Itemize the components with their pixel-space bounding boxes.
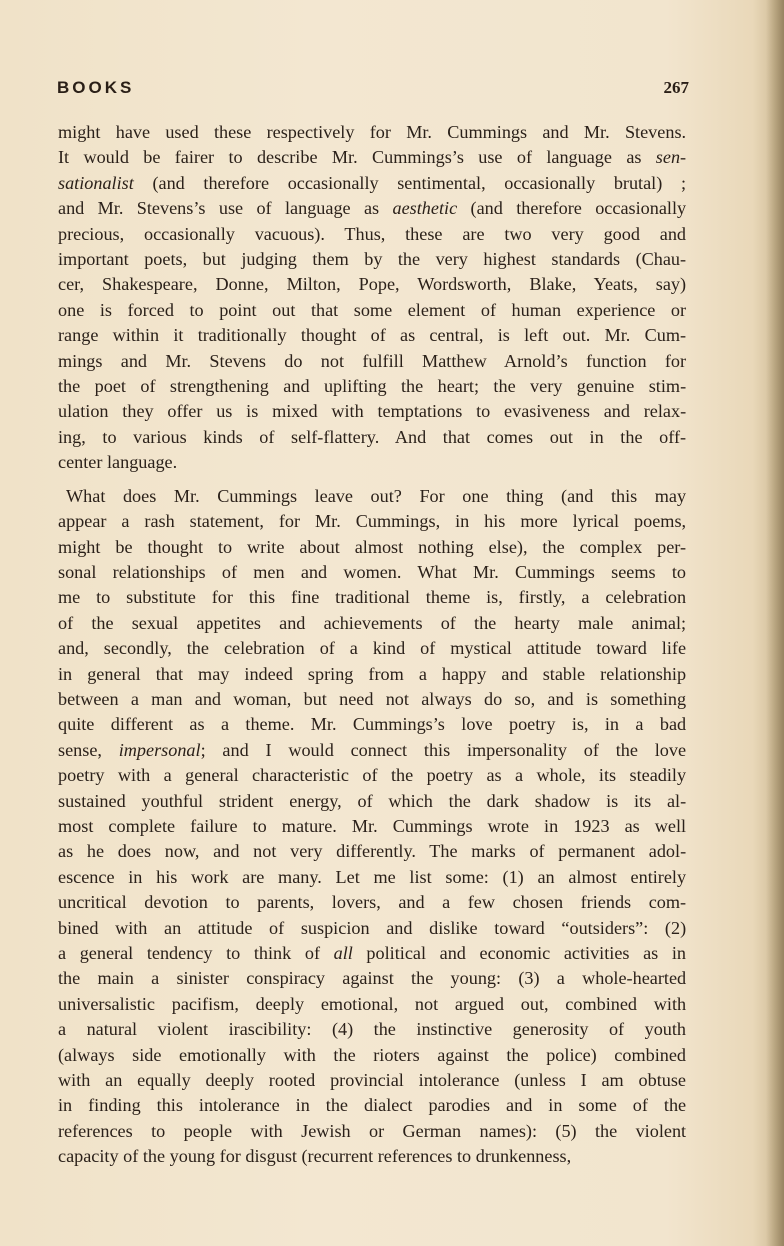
body-text bbox=[58, 120, 686, 1170]
text-line: ulation they offer us is mixed with temptations to evasiveness and relax- bbox=[58, 401, 687, 422]
text-line: as he does now, and not very differently. The marks of permanent adol- bbox=[58, 841, 687, 862]
text-line: appear a rash statement, for Mr. Cummings, in his more lyrical poems, bbox=[58, 511, 687, 532]
running-head: BOOKS bbox=[57, 78, 135, 97]
paragraph-1 bbox=[58, 120, 686, 476]
text-line: one is forced to point out that some element of human experience or bbox=[58, 299, 687, 320]
text-line: references to people with Jewish or German names): (5) the violent bbox=[58, 1120, 687, 1141]
text-line: center language. bbox=[58, 452, 178, 473]
text-line: important poets, but judging them by the very highest standards (Chau- bbox=[58, 249, 687, 270]
text-line: a general tendency to think of all political and economic activities as in bbox=[58, 943, 687, 963]
text-line: ing, to various kinds of self-flattery. And that comes out in the off- bbox=[58, 426, 687, 447]
text-line: in finding this intolerance in the dialect parodies and in some of the bbox=[58, 1095, 687, 1116]
text-line: uncritical devotion to parents, lovers, and a few chosen friends com- bbox=[58, 892, 687, 913]
text-line: range within it traditionally thought of as central, is left out. Mr. Cum- bbox=[58, 325, 687, 346]
text-line: with an equally deeply rooted provincial intolerance (unless I am obtuse bbox=[58, 1070, 687, 1091]
text-line: me to substitute for this fine traditional theme is, firstly, a celebration bbox=[58, 587, 687, 608]
text-line: quite different as a theme. Mr. Cummings’s love poetry is, in a bad bbox=[58, 714, 687, 735]
page-header bbox=[57, 78, 689, 102]
text-line: sonal relationships of men and women. What Mr. Cummings seems to bbox=[58, 561, 686, 582]
text-line: universalistic pacifism, deeply emotional, not argued out, combined with bbox=[58, 993, 687, 1014]
page-gutter-shadow bbox=[766, 0, 784, 1246]
text-line: poetry with a general characteristic of the poetry as a whole, its steadily bbox=[58, 765, 687, 786]
text-line: escence in his work are many. Let me list some: (1) an almost entirely bbox=[58, 866, 687, 887]
text-line: most complete failure to mature. Mr. Cummings wrote in 1923 as well bbox=[58, 815, 687, 836]
text-line: mings and Mr. Stevens do not fulfill Matthew Arnold’s function for bbox=[58, 350, 687, 371]
text-line: sense, impersonal; and I would connect this impersonality of the love bbox=[58, 739, 687, 760]
text-line: What does Mr. Cummings leave out? For one thing (and this may bbox=[66, 485, 687, 506]
text-line: between a man and woman, but need not always do so, and is something bbox=[58, 688, 687, 709]
text-line: the main a sinister conspiracy against the young: (3) a whole-hearted bbox=[58, 968, 687, 989]
text-line: bined with an attitude of suspicion and dislike toward “outsiders”: (2) bbox=[58, 917, 687, 938]
text-line: and Mr. Stevens’s use of language as aesthetic (and therefore occasionally bbox=[58, 198, 687, 219]
text-line: might be thought to write about almost nothing else), the complex per- bbox=[58, 536, 687, 557]
text-line: It would be fairer to describe Mr. Cummings’s use of language as sen- bbox=[58, 147, 687, 168]
text-line: the poet of strengthening and uplifting the heart; the very genuine stim- bbox=[58, 376, 687, 397]
text-line: capacity of the young for disgust (recurrent references to drunkenness, bbox=[58, 1146, 572, 1167]
text-line: (always side emotionally with the rioters against the police) combined bbox=[58, 1044, 687, 1065]
page-number: 267 bbox=[663, 78, 689, 97]
text-line: sationalist (and therefore occasionally sentimental, occasionally brutal) ; bbox=[58, 172, 686, 193]
text-line: of the sexual appetites and achievements of the hearty male animal; bbox=[58, 612, 687, 633]
text-line: and, secondly, the celebration of a kind of mystical attitude toward life bbox=[58, 638, 687, 659]
text-line: in general that may indeed spring from a happy and stable relationship bbox=[58, 663, 687, 684]
text-line: might have used these respectively for Mr. Cummings and Mr. Stevens. bbox=[58, 122, 687, 142]
text-line: a natural violent irascibility: (4) the instinctive generosity of youth bbox=[58, 1019, 687, 1040]
text-line: precious, occasionally vacuous). Thus, these are two very good and bbox=[58, 223, 687, 244]
text-line: sustained youthful strident energy, of which the dark shadow is its al- bbox=[58, 790, 687, 811]
paragraph-2 bbox=[58, 484, 686, 1170]
text-line: cer, Shakespeare, Donne, Milton, Pope, Wordsworth, Blake, Yeats, say) bbox=[58, 274, 687, 295]
